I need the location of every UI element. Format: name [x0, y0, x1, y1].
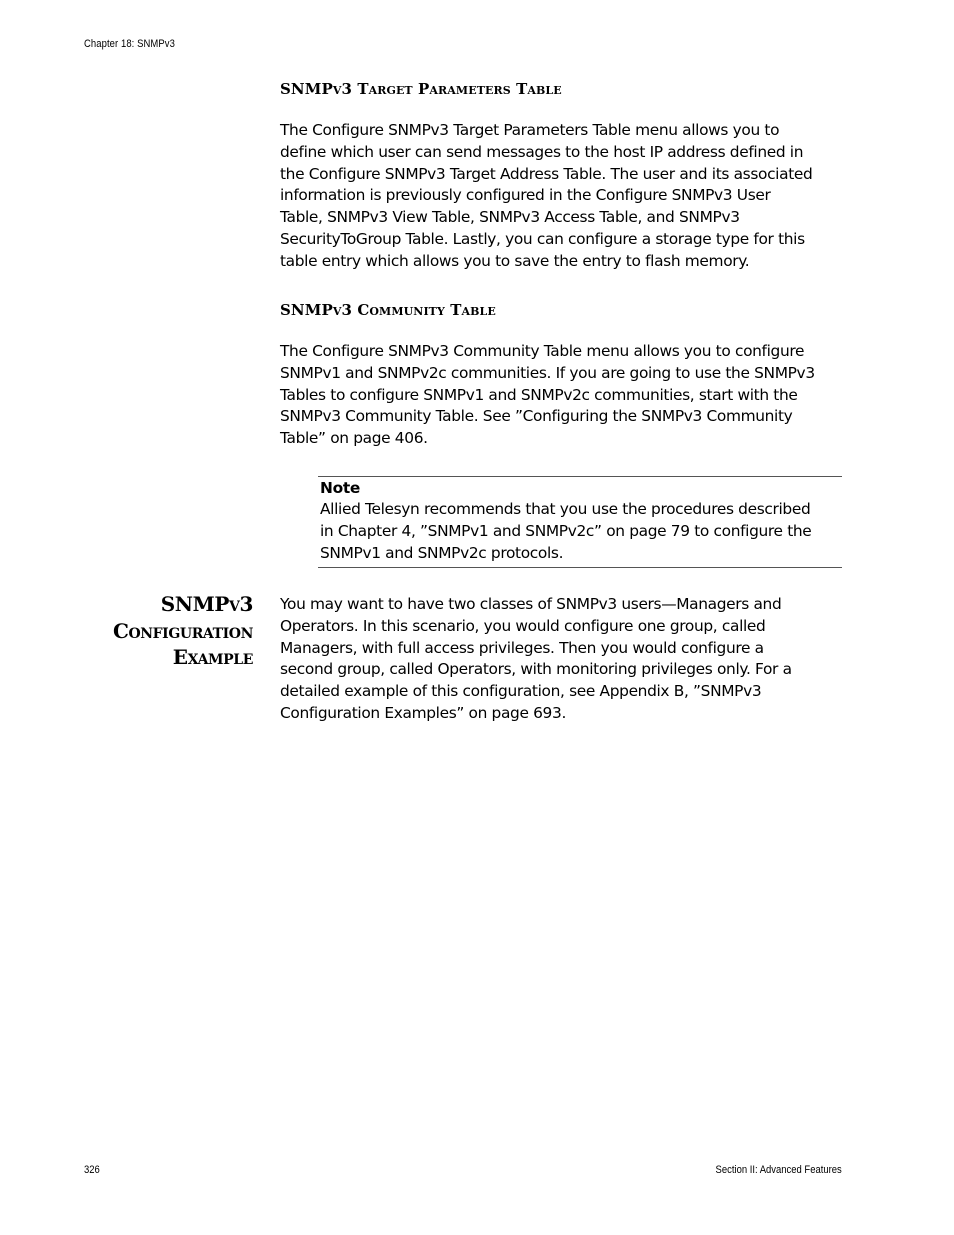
text-line: table entry which allows you to save the entry to flash memory. [280, 251, 750, 270]
running-header: Chapter 18: SNMPv3 [84, 38, 175, 50]
footer-section-title: Section II: Advanced Features [715, 1164, 842, 1176]
target-params-paragraph [280, 120, 845, 273]
community-paragraph [280, 341, 845, 450]
target-params-heading: SNMPv3 Target Parameters Table [280, 80, 562, 98]
note-title: Note [320, 479, 361, 497]
note-box [318, 476, 842, 568]
heading-line: Example [172, 645, 253, 669]
text-line: SecurityToGroup Table. Lastly, you can configure a storage type for this [280, 229, 805, 248]
note-body [320, 499, 842, 564]
text-line: You may want to have two classes of SNMPv3 users—Managers and [280, 595, 782, 613]
text-line: in Chapter 4, ”SNMPv1 and SNMPv2c” on page 79 to configure the [320, 521, 812, 540]
config-example-paragraph [280, 594, 845, 725]
text-line: SNMPv3 Community Table. See ”Configuring the SNMPv3 Community [280, 407, 793, 426]
text-line: SNMPv1 and SNMPv2c communities. If you are going to use the SNMPv3 [280, 363, 815, 382]
text-line: SNMPv1 and SNMPv2c protocols. [320, 543, 564, 562]
text-line: The Configure SNMPv3 Target Parameters Table menu allows you to [280, 121, 780, 139]
page-number: 326 [84, 1164, 100, 1176]
text-line: information is previously configured in the Configure SNMPv3 User [280, 186, 771, 205]
text-line: Tables to configure SNMPv1 and SNMPv2c communities, start with the [280, 385, 798, 404]
text-line: Allied Telesyn recommends that you use the procedures described [320, 500, 811, 518]
text-line: detailed example of this configuration, see Appendix B, ”SNMPv3 [280, 682, 762, 701]
text-line: Table” on page 406. [280, 429, 428, 448]
text-line: Managers, with full access privileges. Then you would configure a [280, 638, 764, 657]
text-line: the Configure SNMPv3 Target Address Table. The user and its associated [280, 164, 813, 183]
community-heading: SNMPv3 Community Table [280, 301, 496, 319]
text-line: Configuration Examples” on page 693. [280, 703, 566, 722]
text-line: define which user can send messages to the host IP address defined in [280, 142, 804, 161]
text-line: The Configure SNMPv3 Community Table menu allows you to configure [280, 342, 805, 360]
config-example-heading [73, 591, 253, 671]
text-line: Table, SNMPv3 View Table, SNMPv3 Access Table, and SNMPv3 [280, 208, 740, 227]
text-line: second group, called Operators, with monitoring privileges only. For a [280, 660, 792, 679]
heading-line: Configuration [112, 618, 253, 643]
heading-line: SNMPv3 [160, 592, 253, 616]
text-line: Operators. In this scenario, you would configure one group, called [280, 616, 766, 635]
